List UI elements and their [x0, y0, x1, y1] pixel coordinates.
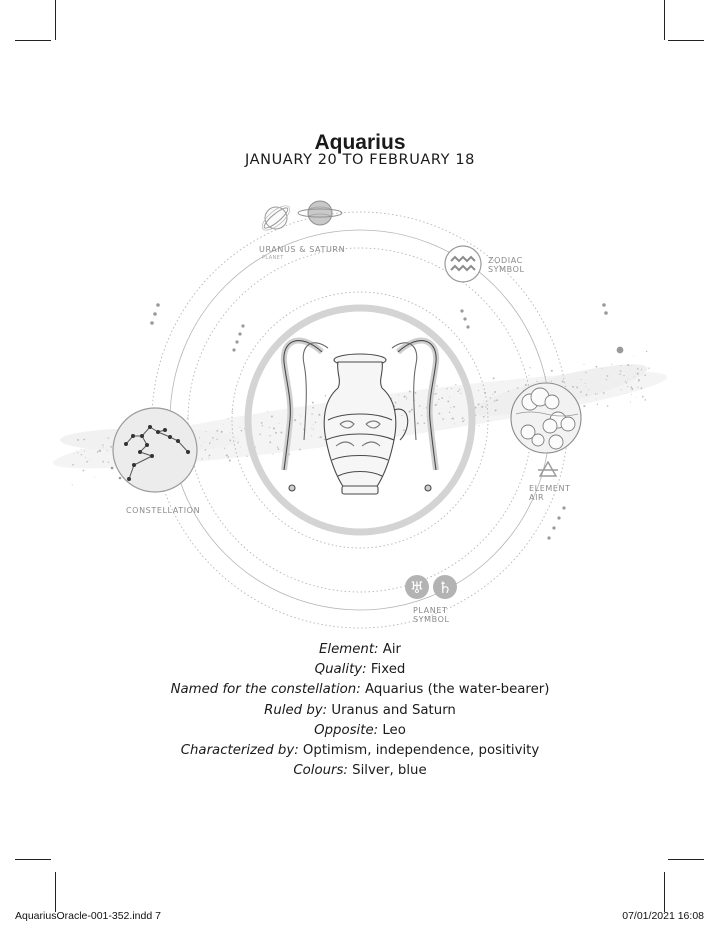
- uranus-glyph: ♅: [409, 578, 425, 597]
- element-label-1: ELEMENT: [529, 484, 571, 493]
- star-dot: [417, 422, 419, 424]
- star-dot: [277, 447, 278, 448]
- star-dot: [187, 417, 189, 419]
- fact-opposite: Opposite: Leo: [314, 722, 406, 738]
- star-dot: [462, 417, 464, 419]
- star-dot: [494, 400, 496, 402]
- star-dot: [406, 399, 407, 400]
- star-dot: [620, 365, 621, 366]
- star-dot: [81, 454, 82, 455]
- star-dot: [627, 364, 629, 366]
- star-dot: [529, 375, 530, 376]
- star-dot: [623, 375, 624, 376]
- star-dot: [406, 397, 407, 398]
- star-dot: [199, 437, 200, 438]
- star-dot: [301, 417, 302, 418]
- star-dot: [95, 477, 96, 478]
- star-dot: [451, 418, 452, 419]
- star-dot: [240, 447, 241, 448]
- star-dot: [85, 457, 86, 458]
- star-dot: [603, 392, 605, 394]
- star-dot: [74, 453, 75, 454]
- star-dot: [454, 406, 455, 407]
- star-dot: [462, 420, 464, 422]
- star-dot: [636, 397, 637, 398]
- star-dot: [411, 409, 413, 411]
- star-dot: [621, 389, 622, 390]
- star-dot: [595, 393, 596, 394]
- star-dot: [102, 461, 104, 463]
- footer-filename: AquariusOracle-001-352.indd 7: [15, 910, 161, 922]
- star-dot: [446, 388, 447, 389]
- star-dot: [478, 390, 479, 391]
- star-dot: [97, 451, 99, 453]
- star-dot: [528, 386, 529, 387]
- star-dot: [441, 397, 443, 399]
- star-dot: [259, 433, 261, 435]
- star-dot: [493, 377, 495, 379]
- star-dot: [562, 380, 564, 382]
- star-dot: [596, 366, 598, 368]
- star-dot: [246, 456, 247, 457]
- star-dot: [485, 406, 486, 407]
- star-dot: [398, 394, 399, 395]
- star-dot: [607, 405, 609, 407]
- star-dot: [237, 442, 238, 443]
- star-dot: [630, 402, 631, 403]
- star-dot: [620, 370, 622, 372]
- star-dot: [631, 365, 632, 366]
- planet-symbol-label-1: PLANET: [413, 606, 448, 615]
- star-dot: [77, 452, 78, 453]
- star-dot: [644, 374, 646, 376]
- star-dot: [77, 439, 79, 441]
- star-dot: [320, 436, 322, 438]
- star-dot: [454, 423, 455, 424]
- fact-element: Element: Air: [318, 642, 402, 657]
- star-dot: [99, 450, 101, 452]
- star-dot: [634, 377, 635, 378]
- star-dot: [435, 404, 437, 406]
- star-dot: [455, 384, 456, 385]
- star-dot: [572, 386, 574, 388]
- star-dot: [494, 391, 496, 393]
- star-dot: [478, 403, 480, 405]
- star-dot: [409, 411, 411, 413]
- star-dot: [626, 382, 627, 383]
- star-dot: [634, 356, 635, 357]
- star-dot: [495, 409, 497, 411]
- star-dot: [637, 368, 639, 370]
- star-dot: [267, 411, 268, 412]
- star-dot: [279, 423, 280, 424]
- star-dot: [424, 422, 426, 424]
- star-dot: [551, 370, 553, 372]
- star-dot: [103, 447, 104, 448]
- constellation-label: CONSTELLATION: [126, 506, 201, 515]
- star-dot: [536, 381, 537, 382]
- star-dot: [209, 455, 211, 457]
- planets-icon: [258, 201, 342, 234]
- star-dot: [395, 402, 397, 404]
- star-dot: [313, 429, 314, 430]
- star-dot: [415, 392, 417, 394]
- planet-sublabel: PLANET: [262, 255, 284, 261]
- star-dot: [212, 437, 214, 439]
- star-dot: [451, 388, 452, 389]
- star-dot: [586, 394, 588, 396]
- star-dot: [409, 391, 411, 393]
- star-dot: [577, 388, 578, 389]
- star-dot: [627, 386, 628, 387]
- star-dot: [635, 373, 636, 374]
- star-dot: [648, 368, 649, 369]
- planet-symbols-icon: [405, 575, 457, 599]
- star-dot: [602, 368, 603, 369]
- star-dot: [419, 405, 421, 407]
- star-dot: [638, 381, 639, 382]
- star-dot: [102, 444, 103, 445]
- star-dot: [299, 449, 301, 451]
- star-dot: [403, 429, 405, 431]
- star-dot: [634, 376, 635, 377]
- star-dot: [213, 440, 214, 441]
- star-dot: [261, 422, 263, 424]
- planet-symbol-label-2: SYMBOL: [413, 615, 450, 624]
- star-dot: [227, 457, 228, 458]
- star-dot: [625, 381, 626, 382]
- star-dot: [239, 427, 240, 428]
- sign-facts: [0, 640, 720, 781]
- star-dot: [313, 424, 314, 425]
- star-dot: [108, 462, 109, 463]
- star-dot: [294, 419, 296, 421]
- star-dot: [275, 432, 277, 434]
- star-dot: [479, 425, 480, 426]
- footer-datetime: 07/01/2021 16:08: [622, 910, 704, 922]
- star-dot: [496, 399, 498, 401]
- star-dot: [111, 446, 112, 447]
- star-dot: [311, 436, 312, 437]
- star-dot: [271, 416, 273, 418]
- star-dot: [232, 411, 233, 412]
- star-dot: [460, 393, 461, 394]
- star-dot: [311, 413, 312, 414]
- star-dot: [226, 454, 228, 456]
- star-dot: [213, 447, 214, 448]
- air-element-icon: [538, 462, 558, 476]
- star-dot: [436, 393, 437, 394]
- fact-ruled-by: Ruled by: Uranus and Saturn: [264, 702, 456, 718]
- star-dot: [627, 379, 628, 380]
- zodiac-label-2: SYMBOL: [488, 265, 525, 274]
- star-dot: [107, 450, 108, 451]
- fact-characterized-by: Characterized by: Optimism, independence, positivity: [180, 743, 540, 759]
- star-dot: [450, 407, 451, 408]
- star-dot: [216, 439, 217, 440]
- planet-label: URANUS & SATURN: [259, 245, 346, 254]
- star-dot: [457, 391, 459, 393]
- aquarius-symbol-icon: [445, 246, 481, 282]
- star-dot: [300, 423, 301, 424]
- star-dot: [311, 428, 312, 429]
- star-dot: [437, 402, 438, 403]
- star-dot: [229, 459, 231, 461]
- star-dot: [438, 413, 440, 415]
- star-dot: [447, 400, 449, 402]
- star-dot: [588, 389, 589, 390]
- star-dot: [606, 379, 607, 380]
- star-dot: [88, 440, 89, 441]
- star-dot: [72, 484, 73, 485]
- star-dot: [438, 399, 439, 400]
- star-dot: [315, 422, 316, 423]
- star-dot: [580, 379, 581, 380]
- star-dot: [206, 431, 207, 432]
- cloud-sphere-icon: [511, 383, 581, 453]
- star-dot: [269, 441, 271, 443]
- star-dot: [269, 435, 270, 436]
- star-dot: [280, 432, 282, 434]
- star-dot: [241, 430, 243, 432]
- star-dot: [423, 408, 424, 409]
- star-dot: [90, 459, 91, 460]
- star-dot: [204, 442, 205, 443]
- star-dot: [631, 394, 632, 395]
- star-dot: [205, 449, 207, 451]
- zodiac-illustration: [0, 185, 720, 635]
- star-dot: [228, 456, 230, 458]
- star-dot: [611, 364, 612, 365]
- star-dot: [255, 446, 256, 447]
- fact-quality: Quality: Fixed: [314, 662, 406, 678]
- saturn-glyph: ♄: [437, 578, 453, 597]
- star-dot: [646, 351, 647, 352]
- star-dot: [221, 431, 223, 433]
- star-dot: [72, 464, 74, 466]
- star-dot: [452, 418, 454, 420]
- star-dot: [492, 394, 493, 395]
- star-dot: [580, 391, 582, 393]
- star-dot: [312, 402, 314, 404]
- star-dot: [517, 387, 518, 388]
- star-dot: [436, 385, 437, 386]
- star-dot: [201, 458, 202, 459]
- star-dot: [501, 382, 502, 383]
- star-dot: [442, 418, 444, 420]
- star-dot: [585, 383, 586, 384]
- page-title: Aquarius: [314, 131, 406, 154]
- star-dot: [300, 416, 301, 417]
- star-dot: [583, 405, 585, 407]
- star-dot: [641, 387, 643, 389]
- star-dot: [551, 381, 552, 382]
- star-dot: [273, 427, 275, 429]
- element-label-2: AIR: [529, 493, 545, 502]
- star-dot: [483, 416, 485, 418]
- star-dot: [459, 389, 460, 390]
- star-dot: [76, 451, 77, 452]
- star-dot: [318, 414, 320, 416]
- fact-colours: Colours: Silver, blue: [293, 763, 427, 779]
- zodiac-label-1: ZODIAC: [488, 256, 523, 265]
- star-dot: [452, 388, 453, 389]
- star-dot: [619, 373, 621, 375]
- star-dot: [576, 386, 578, 388]
- star-dot: [209, 443, 210, 444]
- star-dot: [641, 369, 642, 370]
- star-dot: [410, 420, 411, 421]
- star-dot: [401, 415, 402, 416]
- star-dot: [421, 415, 422, 416]
- star-dot: [607, 375, 609, 377]
- star-dot: [86, 461, 88, 463]
- star-dot: [597, 393, 598, 394]
- star-dot: [229, 440, 231, 442]
- star-dot: [201, 445, 202, 446]
- star-dot: [272, 453, 273, 454]
- star-dot: [208, 457, 209, 458]
- star-dot: [223, 424, 224, 425]
- star-dot: [584, 364, 585, 365]
- star-dot: [81, 449, 82, 450]
- star-dot: [642, 396, 644, 398]
- star-dot: [638, 379, 640, 381]
- star-dot: [224, 448, 225, 449]
- constellation-icon: [113, 408, 197, 492]
- star-dot: [585, 372, 586, 373]
- star-dot: [404, 396, 406, 398]
- star-dot: [434, 393, 436, 395]
- star-dot: [319, 437, 320, 438]
- star-dot: [108, 437, 109, 438]
- star-dot: [230, 432, 231, 433]
- star-dot: [525, 384, 527, 386]
- star-dot: [70, 460, 71, 461]
- star-dot: [228, 418, 229, 419]
- star-dot: [449, 412, 450, 413]
- fact-constellation: Named for the constellation: Aquarius (the water-bearer): [170, 682, 550, 698]
- star-dot: [645, 399, 647, 401]
- star-dot: [596, 398, 597, 399]
- star-dot: [508, 391, 509, 392]
- star-dot: [82, 470, 84, 472]
- star-dot: [83, 439, 85, 441]
- star-dot: [464, 419, 465, 420]
- star-dot: [637, 373, 639, 375]
- star-dot: [262, 425, 263, 426]
- star-dot: [210, 442, 211, 443]
- star-dot: [216, 430, 218, 432]
- star-dot: [586, 387, 587, 388]
- star-dot: [84, 450, 85, 451]
- star-dot: [269, 427, 270, 428]
- star-dot: [324, 439, 325, 440]
- star-dot: [597, 404, 598, 405]
- star-dot: [631, 386, 633, 388]
- star-dot: [449, 397, 450, 398]
- star-dot: [278, 448, 280, 450]
- star-dot: [312, 407, 314, 409]
- star-dot: [490, 397, 491, 398]
- star-dot: [631, 388, 633, 390]
- star-dot: [483, 400, 484, 401]
- star-dot: [637, 387, 638, 388]
- page-subtitle: JANUARY 20 TO FEBRUARY 18: [245, 152, 475, 168]
- star-dot: [529, 367, 530, 368]
- star-dot: [481, 406, 483, 408]
- star-dot: [325, 395, 326, 396]
